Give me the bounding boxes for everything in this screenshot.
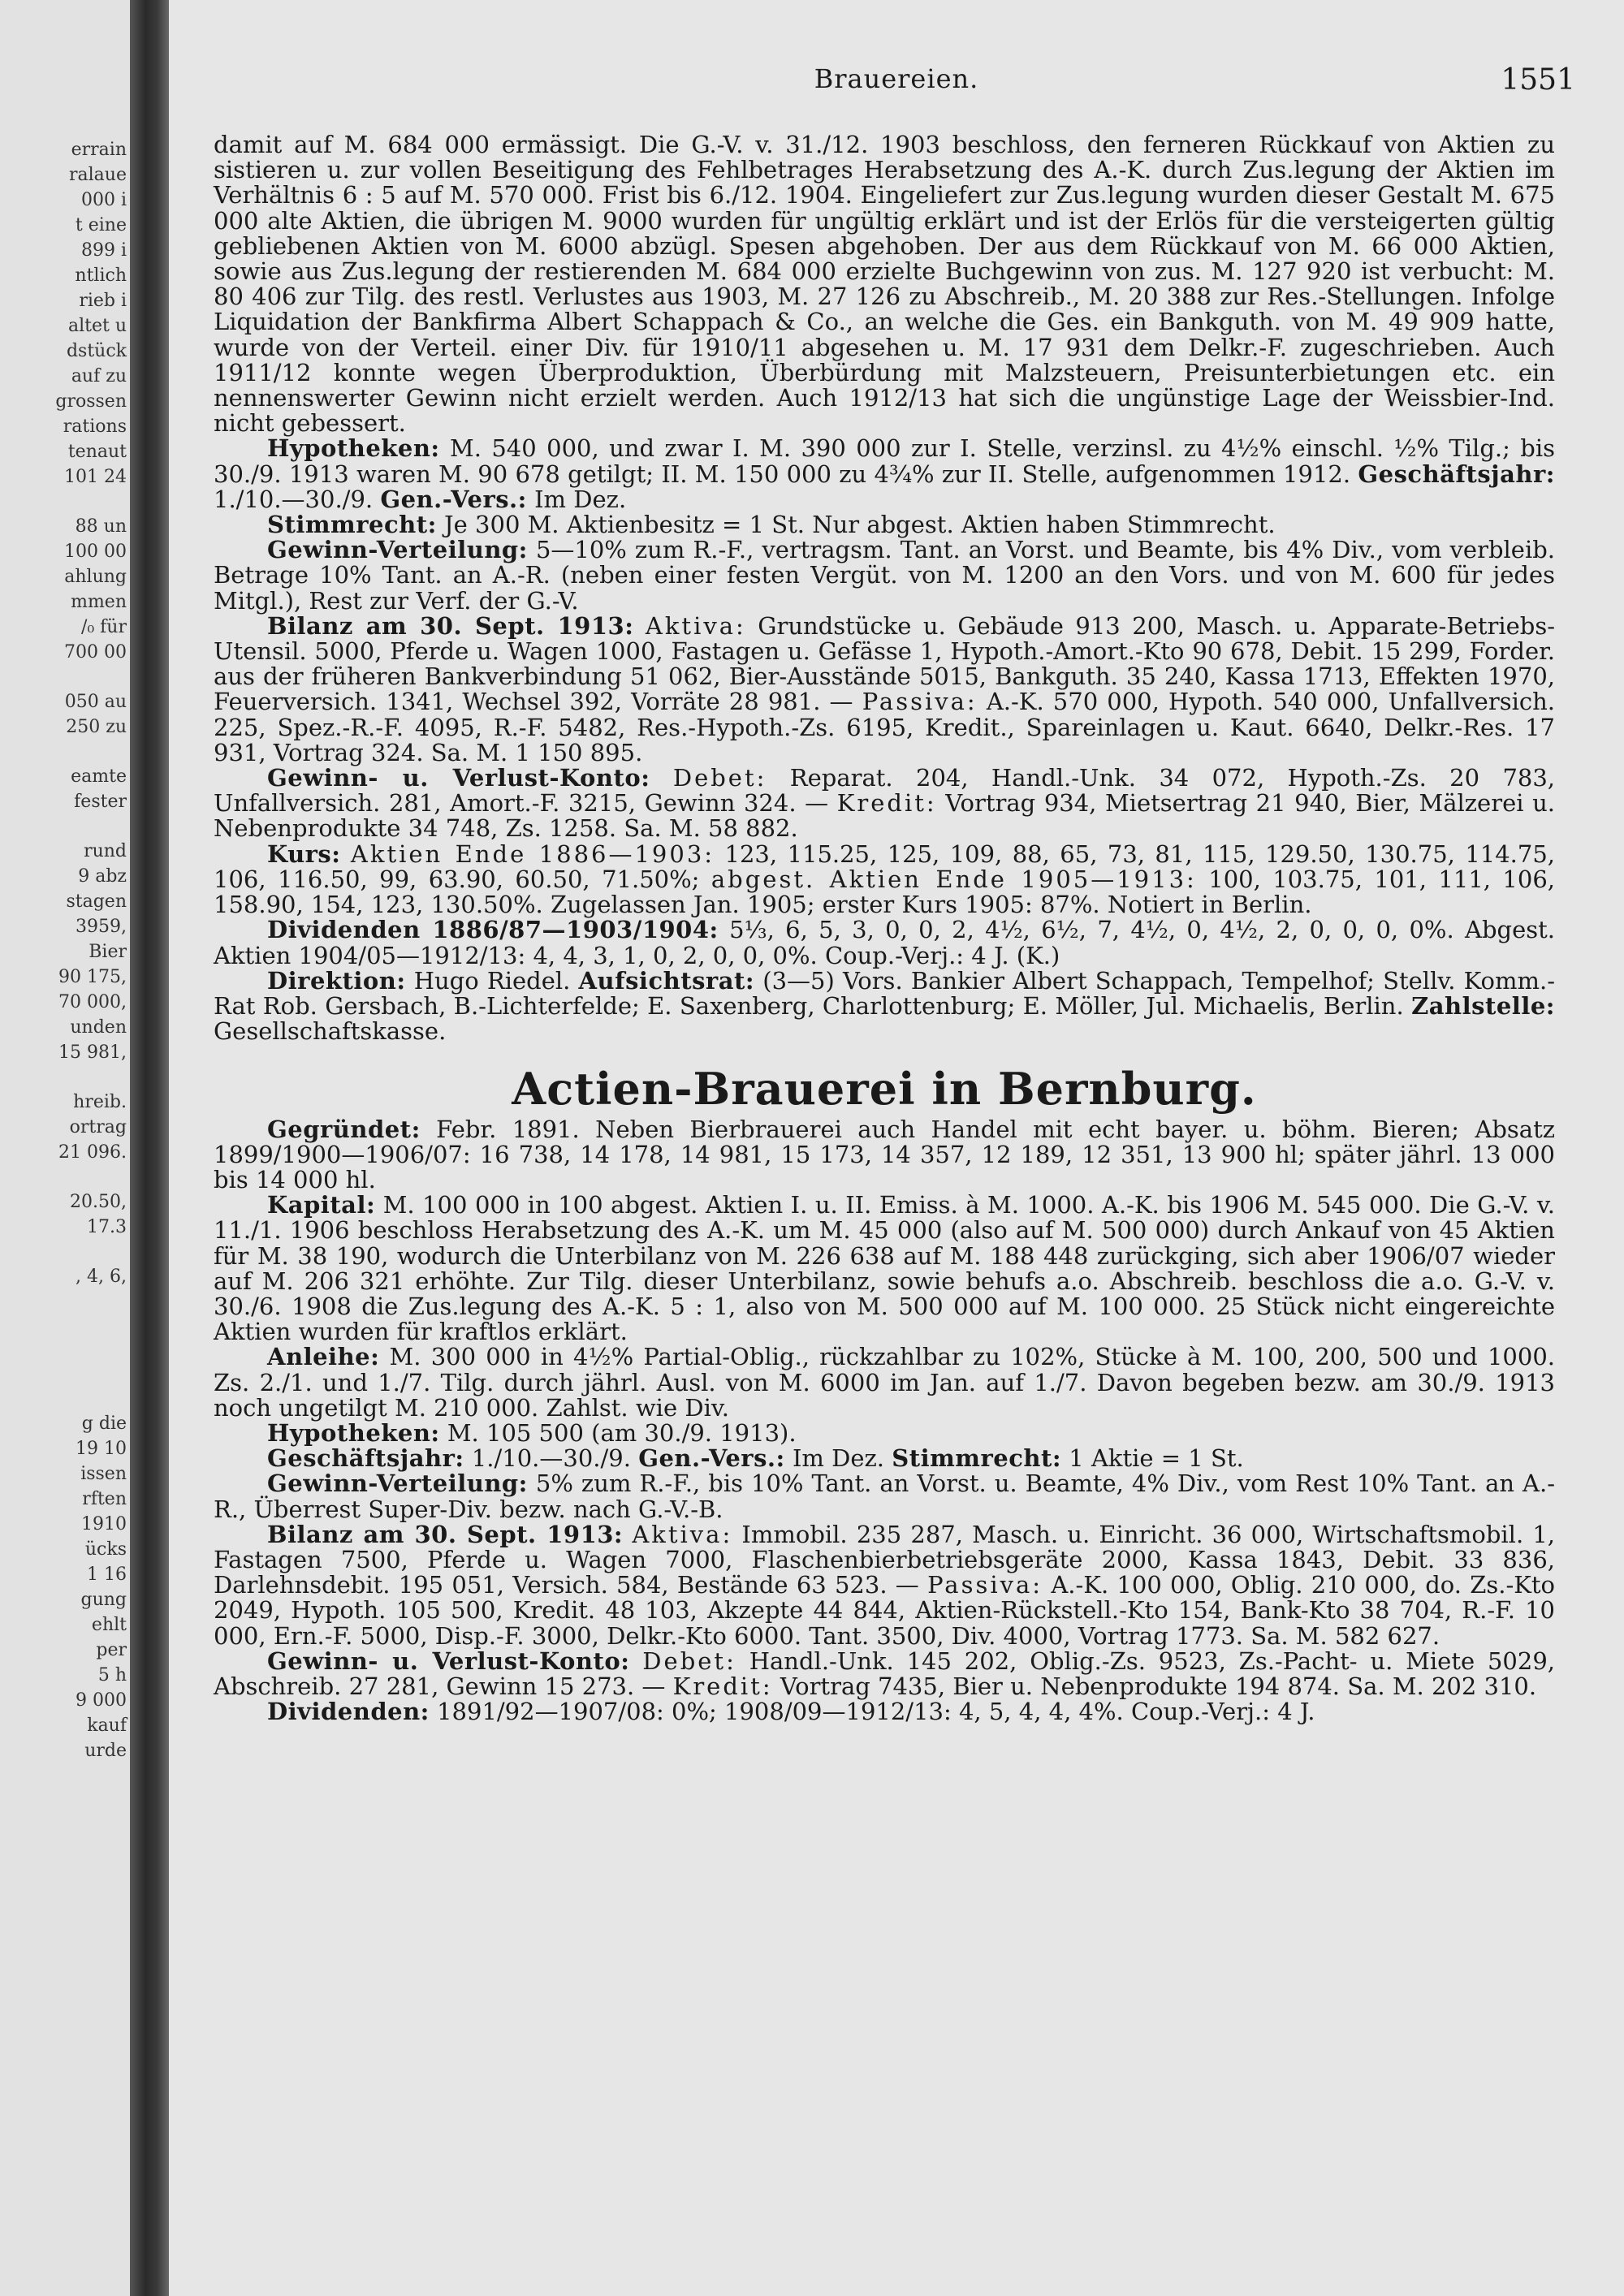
label: Aufsichtsrat: (578, 966, 755, 995)
margin-fragment: urde (84, 1741, 127, 1761)
label: Bilanz am 30. Sept. 1913: (267, 1520, 624, 1548)
margin-fragment: per (96, 1640, 127, 1660)
margin-fragment: 1 16 (87, 1564, 127, 1585)
text: Aktien Ende 1886—1903: (350, 839, 715, 868)
text: Je 300 M. Aktienbesitz = 1 St. Nur abgest. Aktien haben Stimmrecht. (444, 511, 1276, 539)
label: Zahlstelle: (1411, 991, 1556, 1020)
margin-fragment: Bier (89, 942, 127, 962)
margin-fragment: g die (81, 1413, 127, 1434)
margin-fragment: fester (74, 792, 127, 812)
margin-fragment: 000 i (80, 190, 127, 210)
margin-fragment: mmen (71, 592, 127, 612)
label: Hypotheken: (267, 1418, 440, 1447)
label: Debet: (642, 1646, 736, 1675)
margin-fragment: ücks (84, 1539, 127, 1560)
text: Gesellschaftskasse. (214, 1017, 447, 1046)
text: Immobil. 235 287, Masch. u. Einricht. 36 000, Wirtschaftsmobil. 1, Fastagen 7500, Pferde u. Wagen 7000, Flaschenbierbetriebsgeräte 2000, Kassa 1843, Debit. 33 836, Darlehnsdebit. 195 051, Versich. 584, Bestände 63 523. — (214, 1520, 1556, 1599)
label: Gen.-Vers.: (380, 485, 527, 513)
label: Gewinn-Verteilung: (267, 536, 528, 564)
company-anleihe (214, 1344, 1555, 1421)
text: (3—5) Vors. Bankier Albert Schappach, Tempelhof; Stellv. Komm.-Rat Rob. Gersbach, B.-Lichterfelde; E. Saxenberg, Charlottenburg; E. Möller, Jul. Michaelis, Berlin. (214, 966, 1556, 1020)
text: 5⅓, 6, 5, 3, 0, 0, 2, 4½, 6½, 7, 4½, 0, 4½, 2, 0, 0, 0, 0%. Abgest. Aktien 1904/05—1912/13: 4, 4, 3, 1, 0, 2, 0, 0, 0%. Coup.-Verj.: 4 J. (K.) (214, 916, 1556, 969)
margin-fragment: 250 zu (66, 717, 127, 737)
page-header (218, 63, 1575, 104)
margin-fragment: unden (70, 1017, 127, 1038)
margin-fragment: 100 00 (64, 542, 127, 562)
margin-fragment: rund (84, 841, 127, 861)
margin-fragment: ortrag (69, 1117, 127, 1137)
text: 100, 103.75, 101, 111, 106, 158.90, 154, 123, 130.50%. Zugelassen Jan. 1905; erster Kurs 1905: 87%. Notiert in Berlin. (214, 865, 1556, 919)
margin-fragment: grossen (55, 391, 127, 412)
company-geschaeftsjahr (214, 1446, 1555, 1471)
prev-bilanz (214, 611, 1556, 766)
company-gewinn-verteilung (214, 1471, 1555, 1521)
margin-fragment: 88 un (75, 516, 127, 537)
text: Im Dez. (534, 485, 627, 513)
label: Kurs: (267, 839, 341, 868)
label: Gewinn- u. Verlust-Konto: (267, 764, 650, 792)
text: abgest. Aktien Ende 1905—1913: (710, 865, 1197, 893)
margin-fragment: 17.3 (87, 1217, 127, 1237)
label: Stimmrecht: (892, 1444, 1062, 1473)
label: Passiva: (862, 688, 978, 716)
prev-gewinn-verteilung (214, 537, 1555, 614)
label: Passiva: (927, 1571, 1043, 1599)
company-hypotheken (214, 1418, 1555, 1447)
margin-fragment: 20.50, (70, 1192, 127, 1212)
prev-stimmrecht (214, 512, 1555, 537)
text: 123, 115.25, 125, 109, 88, 65, 73, 81, 115, 129.50, 130.75, 114.75, 106, 116.50, 99, 63.90, 60.50, 71.50%; (214, 839, 1556, 893)
prev-dividenden (214, 917, 1555, 968)
margin-fragment: rieb i (79, 291, 127, 311)
margin-fragment: /₀ für (80, 617, 127, 637)
text: 1./10.—30./9. (214, 485, 374, 513)
company-dividenden (214, 1699, 1555, 1724)
text: 1./10.—30./9. (471, 1444, 631, 1473)
text: Handl.-Unk. 145 202, Oblig.-Zs. 9523, Zs.-Pacht- u. Miete 5029, Abschreib. 27 281, Gewinn 15 273. — (214, 1646, 1556, 1700)
label: Geschäftsjahr: (267, 1444, 464, 1473)
margin-fragment: issen (80, 1464, 127, 1484)
margin-fragment: 101 24 (64, 467, 127, 487)
book-gutter (130, 0, 169, 2296)
text: M. 300 000 in 4½% Partial-Oblig., rückzahlbar zu 102%, Stücke à M. 100, 200, 500 und 1000. Zs. 2./1. und 1./7. Tilg. durch jährl. Ausl. von M. 6000 im Jan. auf 1./7. Davon begeben bezw. am 30./9. 1913 noch ungetilgt M. 210 000. Zahlst. wie Div. (214, 1343, 1555, 1422)
margin-fragment: ralaue (69, 165, 127, 185)
text: Im Dez. (792, 1444, 885, 1473)
margin-fragment: auf zu (71, 366, 127, 386)
text: A.-K. 100 000, Oblig. 210 000, do. Zs.-Kto 2049, Hypoth. 105 500, Kredit. 48 103, Akzepte 44 844, Aktien-Rückstell.-Kto 154, Bank-Kto 38 704, R.-F. 10 000, Ern.-F. 5000, Disp.-F. 3000, Delkr.-Kto 6000. Tant. 3500, Div. 4000, Vortrag 1773. Sa. M. 582 627. (214, 1571, 1556, 1650)
margin-fragment: 700 00 (64, 642, 127, 662)
label: Geschäftsjahr: (1358, 460, 1555, 488)
label: Aktiva: (632, 1520, 733, 1548)
margin-fragment: 1910 (81, 1514, 127, 1534)
text: M. 105 500 (am 30./9. 1913). (447, 1418, 797, 1447)
text: 1 Aktie = 1 St. (1069, 1444, 1244, 1473)
text: Hugo Riedel. (413, 966, 571, 995)
text: 5—10% zum R.-F., vertragsm. Tant. an Vorst. und Beamte, bis 4% Div., vom verbleib. Betrage 10% Tant. an A.-R. (neben einer festen Vergüt. von M. 1200 an den Vors. und von M. 600 für jedes Mitgl.), Rest zur Verf. der G.-V. (214, 536, 1555, 615)
label: Direktion: (267, 966, 406, 995)
margin-fragment: eamte (71, 766, 127, 787)
margin-fragment: altet u (67, 316, 127, 336)
margin-fragment: ehlt (91, 1615, 127, 1635)
label: Aktiva: (645, 611, 746, 640)
margin-fragment: 5 h (97, 1665, 127, 1685)
prev-direktion (214, 966, 1556, 1046)
page-number: 1551 (1501, 63, 1575, 97)
label: Gen.-Vers.: (638, 1444, 785, 1473)
page-content (214, 132, 1555, 1724)
margin-fragment: 050 au (64, 692, 127, 712)
prev-guv (214, 766, 1555, 842)
company-title: Actien-Brauerei in Bernburg. (512, 1063, 1257, 1116)
margin-fragment: gung (80, 1590, 127, 1610)
text: Reparat. 204, Handl.-Unk. 34 072, Hypoth.-Zs. 20 783, Unfallversich. 281, Amort.-F. 3215, Gewinn 324. — (214, 764, 1556, 818)
company-kapital (214, 1193, 1555, 1344)
prev-kurs (214, 839, 1556, 919)
margin-fragment: 9 000 (76, 1690, 127, 1711)
margin-fragment: 90 175, (58, 967, 127, 987)
label: Kredit: (836, 789, 937, 818)
label: Stimmrecht: (267, 511, 437, 539)
text: Vortrag 934, Mietsertrag 21 940, Bier, Mälzerei u. Nebenprodukte 34 748, Zs. 1258. Sa. M. 58 882. (214, 789, 1555, 843)
text: M. 100 000 in 100 abgest. Aktien I. u. II. Emiss. à M. 1000. A.-K. bis 1906 M. 545 000. Die G.-V. v. 11./1. 1906 beschloss Herabsetzung des A.-K. um M. 45 000 (also auf M. 500 000) durch Ankauf von 45 Aktien für M. 38 190, wodurch die Unterbilanz von M. 226 638 auf M. 188 448 zurückging, sich aber 1906/07 wieder auf M. 206 321 erhöhte. Zur Tilg. dieser Unterbilanz, sowie behufs a.o. Abschreib. beschloss die a.o. G.-V. v. 30./6. 1908 die Zus.legung des A.-K. 5 : 1, also von M. 500 000 auf M. 100 000. 25 Stück nicht eingereichte Aktien wurden für kraftlos erklärt. (214, 1191, 1556, 1346)
text: 1891/92—1907/08: 0%; 1908/09—1912/13: 4, 5, 4, 4, 4%. Coup.-Verj.: 4 J. (437, 1698, 1315, 1726)
prev-intro: damit auf M. 684 000 ermässigt. Die G.-V. v. 31./12. 1903 beschloss, den ferneren Rückkauf von Aktien zu sistieren u. zur vollen Beseitigung des Fehlbetrages Herabsetzung des A.-K. durch Zus.legung der Aktien im Verhältnis 6 : 5 auf M. 570 000. Frist bis 6./12. 1904. Eingeliefert zur Zus.legung wurden dieser Gestalt M. 675 000 alte Aktien, die übrigen M. 9000 wurden für ungültig erklärt und ist der Erlös für die versteigerten gültig gebliebenen Aktien von M. 6000 abzügl. Spesen abgehoben. Der aus dem Rückkauf von M. 66 000 Aktien, sowie aus Zus.legung der restierenden M. 684 000 erzielte Buchgewinn von zus. M. 127 920 ist verbucht: M. 80 406 zur Tilg. des restl. Verlustes aus 1903, M. 27 126 zu Abschreib., M. 20 388 zur Res.-Stellungen. Infolge Liquidation der Bankfirma Albert Schappach & Co., an welche die Ges. ein Bankguth. von M. 49 909 hatte, wurde von der Verteil. einer Div. für 1910/11 abgesehen u. M. 17 931 dem Delkr.-F. zugeschrieben. Auch 1911/12 konnte wegen Überproduktion, Überbürdung mit Malzsteuern, Preisunterbietungen etc. ein nennenswerter Gewinn nicht erzielt werden. Auch 1912/13 hat sich die ungünstige Lage der Weissbier-Ind. nicht gebessert. (214, 131, 1555, 438)
text: 5% zum R.-F., bis 10% Tant. an Vorst. u. Beamte, 4% Div., vom Rest 10% Tant. an A.-R., Überrest Super-Div. bezw. nach G.-V.-B. (214, 1470, 1556, 1523)
text: M. 540 000, und zwar I. M. 390 000 zur I. Stelle, verzinsl. zu 4½% einschl. ½% Tilg.; bis 30./9. 1913 waren M. 90 678 getilgt; II. M. 150 000 zu 4¾% zur II. Stelle, aufgenommen 1912. (214, 434, 1556, 488)
margin-fragment: 19 10 (76, 1439, 127, 1459)
label: Dividenden: (267, 1698, 430, 1726)
label: Bilanz am 30. Sept. 1913: (267, 611, 634, 640)
margin-fragment: rften (82, 1489, 127, 1509)
margin-fragment: 3959, (76, 917, 127, 937)
label: Dividenden 1886/87—1903/1904: (267, 916, 719, 944)
label: Kredit: (672, 1672, 773, 1700)
margin-fragment: 15 981, (58, 1042, 127, 1063)
margin-fragment: 9 abz (78, 866, 127, 887)
margin-fragment: hreib. (73, 1092, 127, 1112)
label: Debet: (672, 764, 767, 792)
page (169, 0, 1624, 2296)
prev-hypotheken (214, 436, 1555, 512)
text: Vortrag 7435, Bier u. Nebenprodukte 194 874. Sa. M. 202 310. (780, 1672, 1537, 1700)
margin-fragment: stagen (66, 891, 127, 912)
running-title: Brauereien. (814, 63, 979, 94)
margin-fragment: 21 096. (58, 1142, 127, 1163)
company-bilanz (214, 1522, 1555, 1649)
margin-fragment: kauf (87, 1716, 127, 1736)
text: A.-K. 570 000, Hypoth. 540 000, Unfallversich. 225, Spez.-R.-F. 4095, R.-F. 5482, Res.-Hypoth.-Zs. 6195, Kredit., Spareinlagen u. Kaut. 6640, Delkr.-Res. 17 931, Vortrag 324. Sa. M. 1 150 895. (214, 688, 1555, 766)
company-guv (214, 1646, 1556, 1700)
margin-fragment: errain (71, 140, 127, 160)
margin-fragment: , 4, 6, (76, 1267, 127, 1287)
adjacent-page-strip (0, 0, 130, 2296)
label: Anleihe: (267, 1343, 380, 1371)
margin-fragment: 899 i (80, 240, 127, 261)
company-gegruendet (214, 1117, 1555, 1193)
label: Gegründet: (267, 1115, 421, 1143)
label: Gewinn-Verteilung: (267, 1470, 528, 1498)
margin-fragment: ahlung (64, 567, 127, 587)
text: Grundstücke u. Gebäude 913 200, Masch. u. Apparate-Betriebs-Utensil. 5000, Pferde u. Wagen 1000, Fastagen u. Gefässe 1, Hypoth.-Amort.-Kto 90 678, Debit. 15 299, Forder. aus der früheren Bankverbindung 51 062, Bier-Ausstände 5015, Bankguth. 35 240, Kassa 1713, Effekten 1970, Feuerversich. 1341, Wechsel 392, Vorräte 28 981. — (214, 611, 1556, 716)
margin-fragment: tenaut (67, 442, 127, 462)
margin-fragment: 70 000, (58, 992, 127, 1012)
label: Kapital: (267, 1191, 376, 1219)
margin-fragment: rations (63, 416, 127, 437)
margin-fragment: t eine (75, 215, 127, 235)
text: Febr. 1891. Neben Bierbrauerei auch Handel mit echt bayer. u. böhm. Bieren; Absatz 1899/1900—1906/07: 16 738, 14 178, 14 981, 15 173, 14 357, 12 189, 12 351, 13 900 hl; später jährl. 13 000 bis 14 000 hl. (214, 1115, 1556, 1193)
margin-fragment: ntlich (75, 265, 127, 286)
label: Hypotheken: (267, 434, 440, 463)
label: Gewinn- u. Verlust-Konto: (267, 1646, 630, 1675)
margin-fragment: dstück (66, 341, 127, 361)
